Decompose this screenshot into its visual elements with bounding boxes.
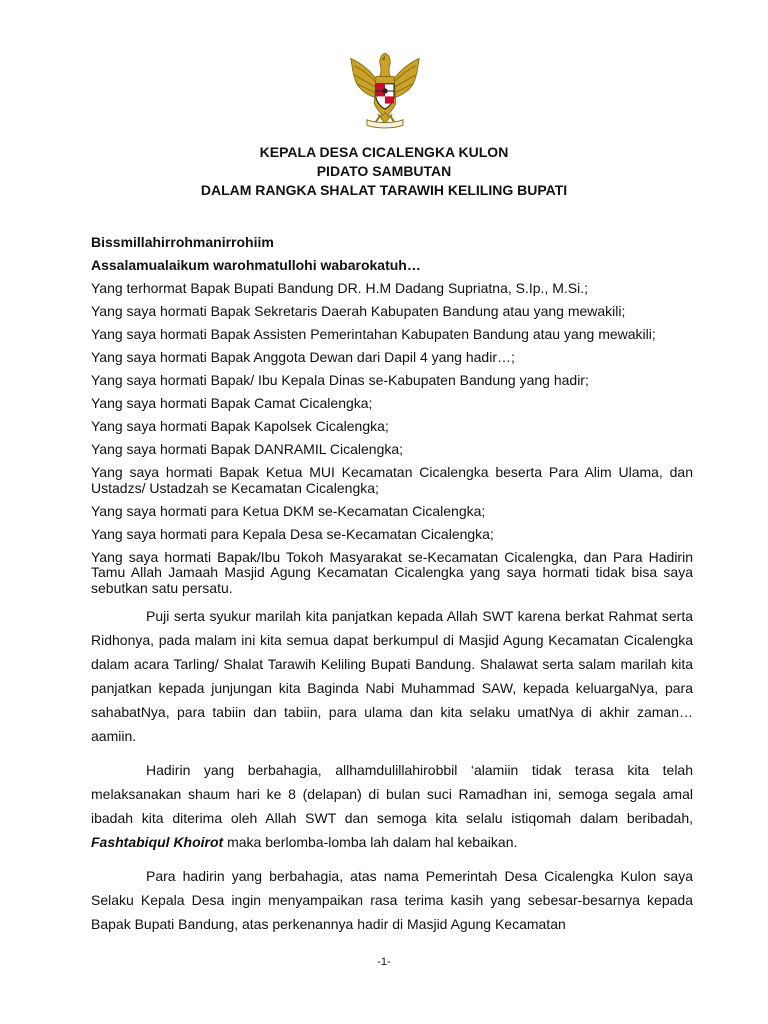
greeting-line: Yang saya hormati Bapak Assisten Pemerintahan Kabupaten Bandung atau yang mewakili; [91,326,656,342]
garuda-emblem-icon [340,46,430,136]
title-line-3: DALAM RANGKA SHALAT TARAWIH KELILING BUPATI [200,182,568,198]
greeting-line: Yang saya hormati Bapak Anggota Dewan dari Dapil 4 yang hadir…; [91,349,515,365]
paragraph-3: Para hadirin yang berbahagia, atas nama Pemerintah Desa Cicalengka Kulon saya Selaku Kepala Desa ingin menyampaikan rasa terima kasih yang sebesar-besarnya kepada Bapak Bupati Bandung, atas perkenannya hadir di Masjid Agung Kecamatan [91,868,693,932]
greeting-line: Yang saya hormati Bapak Ketua MUI Kecamatan Cicalengka beserta Para Alim Ulama, dan Ustadzs/ Ustadzah se Kecamatan Cicalengka; [91,464,693,496]
page-number: -1- [377,956,391,968]
paragraph-2 [91,758,693,854]
bismillah-line: Bissmillahirrohmanirrohiim [91,234,274,250]
greeting-line: Yang saya hormati Bapak DANRAMIL Cicalengka; [91,441,404,457]
header-block [0,143,768,200]
greeting-line: Yang saya hormati Bapak Kapolsek Cicalengka; [91,418,389,434]
greeting-line: Yang saya hormati para Kepala Desa se-Kecamatan Cicalengka; [91,525,494,542]
title-line-1: KEPALA DESA CICALENGKA KULON [259,144,509,160]
greeting-line: Yang saya hormati Bapak Sekretaris Daerah Kabupaten Bandung atau yang mewakili; [91,303,626,319]
document-body [91,235,693,936]
greeting-line: Yang saya hormati Bapak/ Ibu Kepala Dinas se-Kabupaten Bandung yang hadir; [91,372,589,388]
greeting-line: Yang saya hormati para Ketua DKM se-Kecamatan Cicalengka; [91,502,486,519]
paragraph-1: Puji serta syukur marilah kita panjatkan kepada Allah SWT karena berkat Rahmat serta Ridhonya, pada malam ini kita semua dapat berkumpul di Masjid Agung Kecamatan Cicalengka dalam acara Tarling/ Shalat Tarawih Keliling Bupati Bandung. Shalawat serta salam marilah kita panjatkan kepada junjungan kita Baginda Nabi Muhammad SAW, kepada keluargaNya, para sahabatNya, para tabiin dan tabiin, para ulama dan kita selaku umatNya di akhir zaman… aamiin. [91,608,693,744]
greeting-line: Yang terhormat Bapak Bupati Bandung DR. H.M Dadang Supriatna, S.Ip., M.Si.; [91,280,589,296]
paragraph-2-text-a: Hadirin yang berbahagia, allhamdulillahirobbil ‘alamiin tidak terasa kita telah melaksanakan shaum hari ke 8 (delapan) di bulan suci Ramadhan ini, semoga segala amal ibadah kita diterima oleh Allah SWT dan semoga kita selalu istiqomah dalam beribadah, [91,762,693,826]
greeting-line: Yang saya hormati Bapak/Ibu Tokoh Masyarakat se-Kecamatan Cicalengka, dan Para Hadirin Tamu Allah Jamaah Masjid Agung Kecamatan Cicalengka yang saya hormati tidak bisa saya sebutkan satu persatu. [91,548,693,596]
title-line-2: PIDATO SAMBUTAN [316,163,452,179]
greeting-line: Yang saya hormati Bapak Camat Cicalengka; [91,395,373,411]
paragraph-2-text-b: maka berlomba-lomba lah dalam hal kebaikan. [223,834,518,850]
assalam-line: Assalamualaikum warohmatullohi wabarokatuh… [91,257,421,273]
paragraph-2-emphasis: Fashtabiqul Khoirot [91,834,224,850]
